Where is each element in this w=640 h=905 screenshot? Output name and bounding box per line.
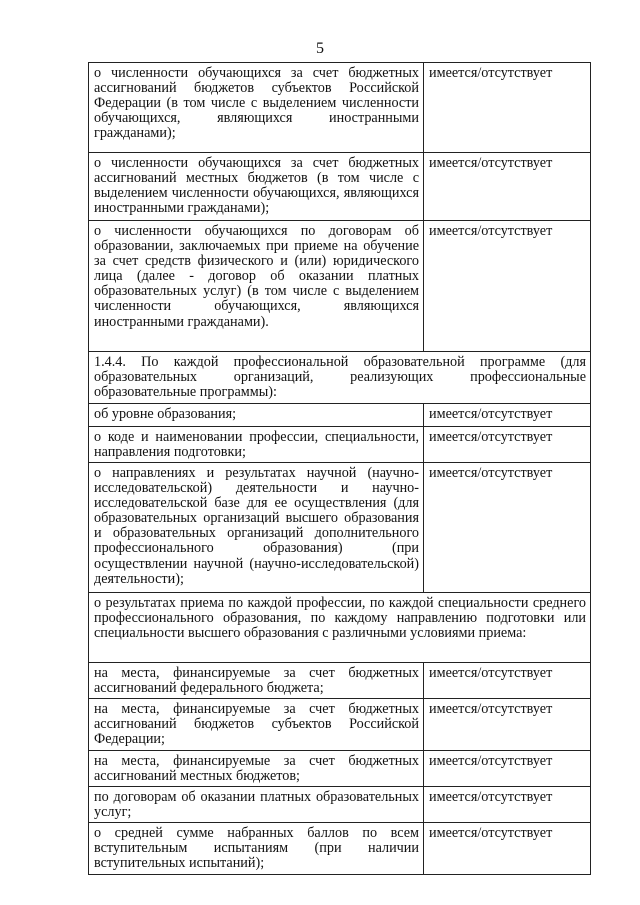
criterion-status: имеется/отсутствует <box>424 404 591 427</box>
criterion-status: имеется/отсутствует <box>424 221 591 352</box>
criteria-table <box>88 62 591 875</box>
table-row <box>89 787 591 823</box>
criterion-status: имеется/отсутствует <box>424 63 591 153</box>
criterion-text: о коде и наименовании профессии, специальности, направления подготовки; <box>89 427 424 463</box>
criterion-status: имеется/отсутствует <box>424 823 591 875</box>
page-number: 5 <box>316 40 324 57</box>
criterion-text: о численности обучающихся за счет бюджетных ассигнований бюджетов субъектов Российской Федерации (в том числе с выделением численности обучающихся, являющихся иностранными гражданами); <box>89 63 424 153</box>
criterion-text: о численности обучающихся за счет бюджетных ассигнований местных бюджетов (в том числе с выделением численности обучающихся, являющихся иностранными гражданами); <box>89 153 424 221</box>
criterion-status: имеется/отсутствует <box>424 787 591 823</box>
criterion-status: имеется/отсутствует <box>424 663 591 699</box>
table-row <box>89 427 591 463</box>
section-heading: 1.4.4. По каждой профессиональной образовательной программе (для образовательных организаций, реализующих профессиональные образовательные программы): <box>89 352 591 404</box>
criterion-text: о численности обучающихся по договорам об образовании, заключаемых при приеме на обучение за счет средств физического и (или) юридического лица (далее - договор об оказании платных образовательных услуг) (в том числе с выделением численности обучающихся, являющихся иностранными гражданами). <box>89 221 424 352</box>
criterion-status: имеется/отсутствует <box>424 427 591 463</box>
table-row <box>89 153 591 221</box>
table-row <box>89 663 591 699</box>
table-row <box>89 593 591 663</box>
table-row <box>89 404 591 427</box>
criterion-text: по договорам об оказании платных образовательных услуг; <box>89 787 424 823</box>
criterion-status: имеется/отсутствует <box>424 463 591 593</box>
criterion-status: имеется/отсутствует <box>424 699 591 751</box>
table-row <box>89 699 591 751</box>
table-row <box>89 63 591 153</box>
section-heading: о результатах приема по каждой профессии, по каждой специальности среднего профессионального образования, по каждому направлению подготовки или специальности высшего образования с различными условиями приема: <box>89 593 591 663</box>
criterion-text: о средней сумме набранных баллов по всем вступительным испытаниям (при наличии вступительных испытаний); <box>89 823 424 875</box>
table-row <box>89 751 591 787</box>
table-row <box>89 823 591 875</box>
table-row <box>89 463 591 593</box>
table-row <box>89 221 591 352</box>
criterion-status: имеется/отсутствует <box>424 751 591 787</box>
criterion-status: имеется/отсутствует <box>424 153 591 221</box>
criterion-text: на места, финансируемые за счет бюджетных ассигнований федерального бюджета; <box>89 663 424 699</box>
table-row <box>89 352 591 404</box>
criterion-text: об уровне образования; <box>89 404 424 427</box>
criterion-text: на места, финансируемые за счет бюджетных ассигнований местных бюджетов; <box>89 751 424 787</box>
criterion-text: на места, финансируемые за счет бюджетных ассигнований бюджетов субъектов Российской Федерации; <box>89 699 424 751</box>
criterion-text: о направлениях и результатах научной (научно-исследовательской) деятельности и научно-исследовательской базе для ее осуществления (для образовательных организаций высшего образования и образовательных организаций дополнительного профессионального образования) (при осуществлении научной (научно-исследовательской) деятельности); <box>89 463 424 593</box>
